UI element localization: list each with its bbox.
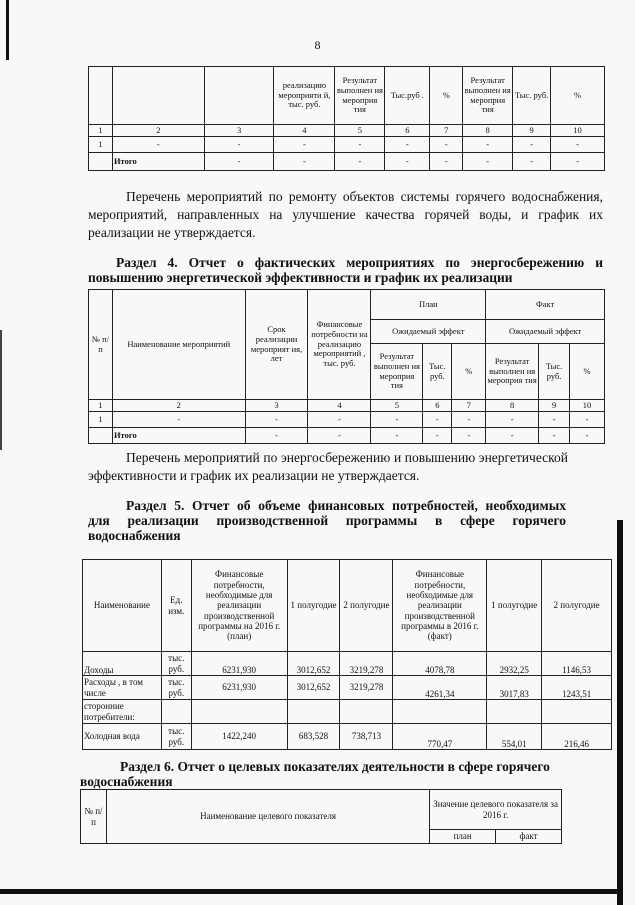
table-cell: - — [423, 428, 452, 444]
table-cell — [487, 700, 542, 724]
table-row — [89, 412, 605, 428]
paragraph-energy-saving: Перечень мероприятий по энергосбережению и повышению энергетической эффективности и график их реализации не утверждается. — [88, 450, 568, 483]
table-cell: - — [570, 412, 605, 428]
scan-edge-mark — [0, 330, 2, 450]
table-cell: сторонние потребители: — [83, 700, 162, 724]
table-cell: 3 — [204, 125, 274, 137]
expected-effect-fact: Ожидаемый эффект — [486, 320, 605, 344]
table-cell: - — [385, 137, 430, 153]
table-5-header-row — [83, 560, 612, 652]
table-cell: - — [245, 412, 308, 428]
table-cell: - — [570, 428, 605, 444]
column-header-plan: План — [371, 290, 486, 320]
table-cell: - — [385, 153, 430, 171]
table-cell: 770,47 — [393, 724, 487, 750]
table-cell: - — [274, 153, 335, 171]
table-cell: тыс. руб. — [161, 676, 191, 700]
table-cell: 1 — [89, 400, 113, 412]
header-cell: Финансовые потребности, необходимые для реализации производственной программы в 2016 г. (факт) — [393, 560, 487, 652]
header-cell: % — [452, 344, 486, 400]
table-cell: - — [335, 137, 385, 153]
table-cell: 3017,83 — [487, 676, 542, 700]
table-cell: - — [308, 428, 371, 444]
header-cell: Тыс. руб. — [423, 344, 452, 400]
column-header-fact: Факт — [486, 290, 605, 320]
column-header-plan: план — [430, 830, 496, 844]
table-cell: Холодная вода — [83, 724, 162, 750]
table-top-continuation — [88, 66, 605, 171]
table-cell: 9 — [539, 400, 570, 412]
table-cell: 2 — [112, 400, 245, 412]
table-cell: 3219,278 — [340, 652, 393, 676]
paragraph-hot-water-repair: Перечень мероприятий по ремонту объектов системы горячего водоснабжения, мероприятий, направленных на улучшение качества горячей воды, и график их реализации не утверждается. — [88, 189, 603, 240]
table-cell: 1422,240 — [191, 724, 287, 750]
table-cell: 1146,53 — [542, 652, 612, 676]
total-label: Итого — [112, 428, 245, 444]
table-cell: - — [430, 153, 463, 171]
header-cell: Тыс. руб. — [539, 344, 570, 400]
table-row-total — [89, 428, 605, 444]
table-cell: 5 — [335, 125, 385, 137]
table-cell: 3012,652 — [287, 652, 340, 676]
table-cell: 8 — [463, 125, 513, 137]
table-cell: - — [274, 137, 335, 153]
table-cell: - — [452, 428, 486, 444]
table-section-5 — [82, 559, 612, 750]
header-cell: Ед. изм. — [161, 560, 191, 652]
table-row — [83, 676, 612, 700]
header-cell: Наименование — [83, 560, 162, 652]
table-cell: 8 — [486, 400, 539, 412]
table-cell: - — [308, 412, 371, 428]
column-header-fact: факт — [496, 830, 562, 844]
table-section-4 — [88, 289, 605, 444]
table-cell: - — [463, 137, 513, 153]
table-cell: - — [463, 153, 513, 171]
table-cell: 7 — [430, 125, 463, 137]
header-cell: 2 полугодие — [542, 560, 612, 652]
table-cell — [340, 700, 393, 724]
header-cell: Результат выполнен ия мероприя тия — [463, 67, 513, 125]
table-top-header-row — [89, 67, 605, 125]
header-cell: Результат выполнен ия мероприя тия — [335, 67, 385, 125]
column-header-value: Значение целевого показателя за 2016 г. — [430, 790, 562, 830]
table-cell: - — [430, 137, 463, 153]
table-cell: - — [112, 412, 245, 428]
table-cell: - — [486, 412, 539, 428]
table-cell: 554,01 — [487, 724, 542, 750]
table-row — [89, 400, 605, 412]
table-cell: - — [204, 153, 274, 171]
table-cell: - — [112, 137, 204, 153]
table-cell: 10 — [551, 125, 605, 137]
table-cell — [287, 700, 340, 724]
table-cell: 7 — [452, 400, 486, 412]
column-header-finance: Финансовые потребности на реализацию мероприятий , тыс. руб. — [308, 290, 371, 400]
table-cell: - — [371, 428, 423, 444]
table-cell: - — [371, 412, 423, 428]
table-cell: 1243,51 — [542, 676, 612, 700]
table-cell: 1 — [89, 125, 113, 137]
table-row — [83, 724, 612, 750]
header-cell: Тыс.руб . — [385, 67, 430, 125]
column-header-name: Наименование мероприятий — [112, 290, 245, 400]
table-cell: - — [513, 153, 551, 171]
table-cell: - — [551, 137, 605, 153]
table-cell: 6231,930 — [191, 652, 287, 676]
table-row — [89, 125, 605, 137]
table-row — [83, 700, 612, 724]
header-cell: % — [430, 67, 463, 125]
column-header-number: № п/п — [81, 790, 107, 844]
table-cell: - — [452, 412, 486, 428]
table-cell: 10 — [570, 400, 605, 412]
table-cell: - — [486, 428, 539, 444]
table-cell: 1 — [89, 137, 113, 153]
header-cell: Результат выполнен ия мероприя тия — [486, 344, 539, 400]
table-row — [83, 652, 612, 676]
table-cell: - — [204, 137, 274, 153]
header-cell: 1 полугодие — [487, 560, 542, 652]
header-cell: 1 полугодие — [287, 560, 340, 652]
table-cell: 738,713 — [340, 724, 393, 750]
table-cell: - — [423, 412, 452, 428]
column-header-number: № п/ п — [89, 290, 113, 400]
table-cell: - — [335, 153, 385, 171]
header-cell: % — [551, 67, 605, 125]
table-cell — [161, 700, 191, 724]
table-cell: 2 — [112, 125, 204, 137]
table-cell: тыс. руб. — [161, 652, 191, 676]
page-number: 8 — [314, 38, 321, 52]
header-cell: реализацию мероприяти й, тыс. руб. — [274, 67, 335, 125]
section-6-title: Раздел 6. Отчет о целевых показателях деятельности в сфере горячего водоснабжения — [80, 759, 550, 789]
table-cell: - — [513, 137, 551, 153]
table-cell: 4261,34 — [393, 676, 487, 700]
table-row — [89, 137, 605, 153]
table-section-6 — [80, 789, 562, 844]
column-header-indicator: Наименование целевого показателя — [106, 790, 429, 844]
header-cell: Результат выполнен ия мероприя тия — [371, 344, 423, 400]
table-cell — [393, 700, 487, 724]
table-cell: Расходы , в том числе — [83, 676, 162, 700]
total-label: Итого — [112, 153, 204, 171]
table-cell: 5 — [371, 400, 423, 412]
table-cell: - — [551, 153, 605, 171]
table-cell: тыс. руб. — [161, 724, 191, 750]
scan-edge-bar — [617, 520, 623, 905]
table-cell: Доходы — [83, 652, 162, 676]
section-5-title: Раздел 5. Отчет об объеме финансовых потребностей, необходимых для реализации производственной программы в сфере горячего водоснабжения — [88, 498, 566, 543]
table-row-total — [89, 153, 605, 171]
table-cell: 3012,652 — [287, 676, 340, 700]
table-cell: - — [539, 412, 570, 428]
table-cell: 3 — [245, 400, 308, 412]
table-cell: 216,46 — [542, 724, 612, 750]
table-cell: 4 — [274, 125, 335, 137]
table-cell: 2932,25 — [487, 652, 542, 676]
table-cell: - — [245, 428, 308, 444]
table-cell: 4 — [308, 400, 371, 412]
table-cell: 6 — [423, 400, 452, 412]
header-cell: 2 полугодие — [340, 560, 393, 652]
table-cell: 9 — [513, 125, 551, 137]
table-cell: 6 — [385, 125, 430, 137]
table-cell: - — [539, 428, 570, 444]
table-cell: 4078,78 — [393, 652, 487, 676]
table-cell: 683,528 — [287, 724, 340, 750]
table-cell — [191, 700, 287, 724]
table-cell — [542, 700, 612, 724]
table-cell: 6231,930 — [191, 676, 287, 700]
table-cell: 1 — [89, 412, 113, 428]
scan-bottom-bar — [0, 889, 618, 894]
header-cell: % — [570, 344, 605, 400]
section-4-title: Раздел 4. Отчет о фактических мероприятиях по энергосбережению и повышению энергетической эффективности и график их реализации — [88, 255, 603, 285]
expected-effect-plan: Ожидаемый эффект — [371, 320, 486, 344]
header-cell: Тыс. руб. — [513, 67, 551, 125]
table-cell: 3219,278 — [340, 676, 393, 700]
header-cell: Финансовые потребности, необходимые для реализации производственной программы на 2016 г. (план) — [191, 560, 287, 652]
column-header-term: Срок реализации мероприят ия, лет — [245, 290, 308, 400]
